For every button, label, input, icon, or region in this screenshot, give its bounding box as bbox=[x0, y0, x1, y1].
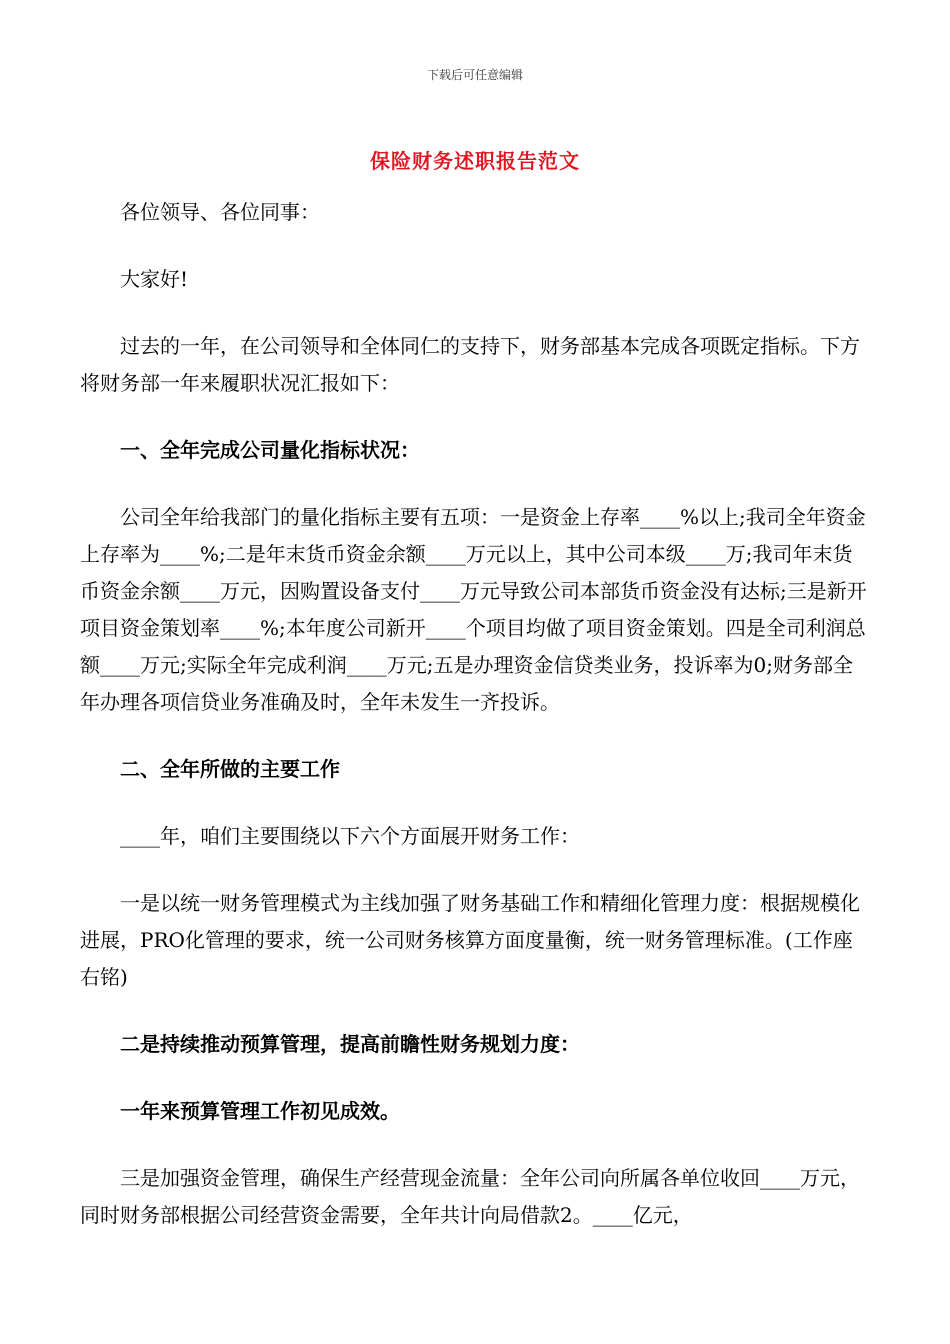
header-note: 下载后可任意编辑 bbox=[426, 68, 523, 82]
document-title: 保险财务述职报告范文 bbox=[370, 149, 580, 173]
section1-heading: 一、全年完成公司量化指标状况： bbox=[120, 438, 420, 462]
section1-body: 公司全年给我部门的量化指标主要有五项：一是资金上存率____%以上;我司全年资金上存率为____%;二是年末货币资金余额____万元以上，其中公司本级____万;我司年末货币资金余额____万元，因购置设备支付____万元导致公司本部货币资金没有达标;三是新开项目资金策划率____%;本年度公司新开____个项目均做了项目资金策划。四是全司利润总额____万元;实际全年完成利润____万元;五是办理资金信贷类业务，投诉率为0;财务部全年办理各项信贷业务准确及时，全年未发生一齐投诉。 bbox=[80, 505, 867, 714]
document-body bbox=[80, 194, 870, 1234]
intro-paragraph: 过去的一年，在公司领导和全体同仁的支持下，财务部基本完成各项既定指标。下方将财务部一年来履职状况汇报如下： bbox=[80, 334, 860, 395]
work-item-2-heading: 二是持续推动预算管理，提高前瞻性财务规划力度： bbox=[120, 1032, 580, 1056]
hello: 大家好! bbox=[120, 267, 189, 291]
work-item-1: 一是以统一财务管理模式为主线加强了财务基础工作和精细化管理力度：根据规模化进展，PRO化管理的要求，统一公司财务核算方面度量衡，统一财务管理标准。(工作座右铭) bbox=[80, 891, 860, 989]
section2-intro: ____年，咱们主要围绕以下六个方面展开财务工作： bbox=[120, 824, 580, 848]
work-item-3: 三是加强资金管理，确保生产经营现金流量：全年公司向所属各单位收回____万元，同时财务部根据公司经营资金需要，全年共计向局借款2。____亿元， bbox=[80, 1166, 860, 1227]
work-item-2-sub: 一年来预算管理工作初见成效。 bbox=[120, 1099, 400, 1123]
greeting: 各位领导、各位同事： bbox=[120, 200, 320, 224]
section2-heading: 二、全年所做的主要工作 bbox=[120, 757, 340, 781]
